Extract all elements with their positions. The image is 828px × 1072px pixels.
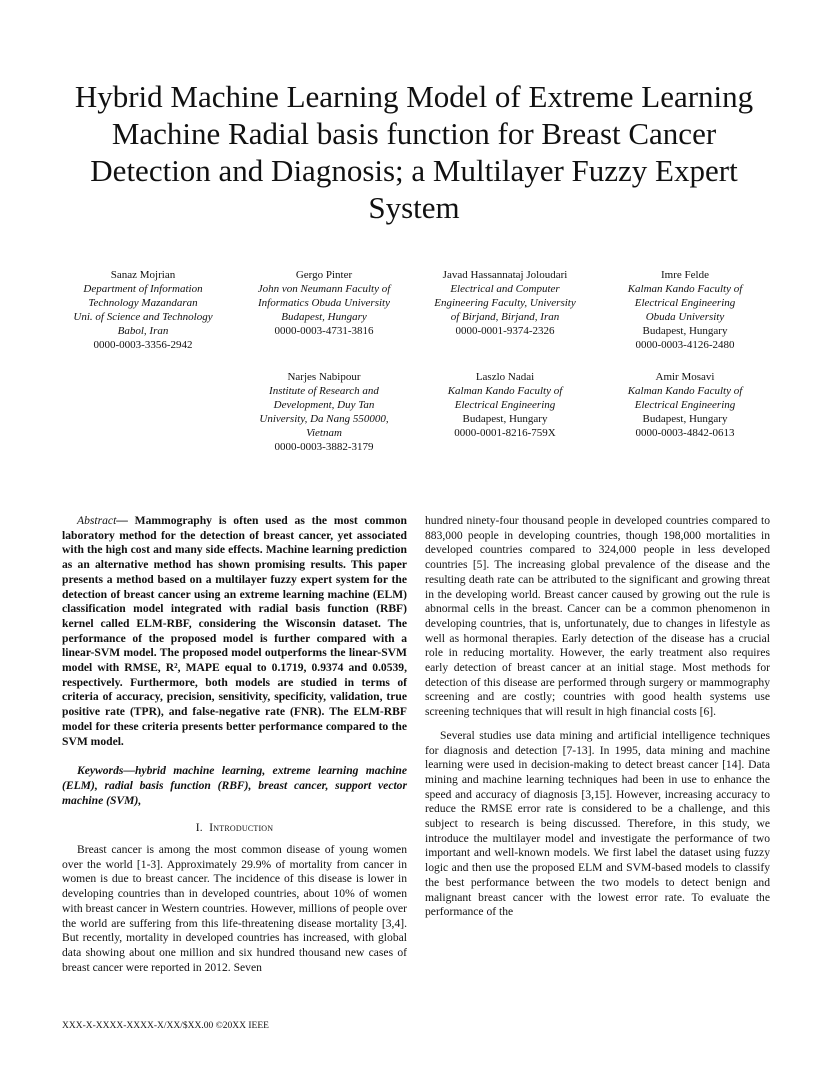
abstract-paragraph [62,514,407,749]
author-affiliation: Electrical Engineering [634,297,736,309]
section-heading [62,820,407,836]
abstract-text: Mammography is often used as the most common laboratory method for the detection of breast cancer, yet associated with the high cost and many side effects. Machine learning prediction as an alternative method has shown promising results. This paper presents a method based on a multilayer fuzzy expert system for the detection of breast cancer using an extreme learning machine (ELM) classification model integrated with radial basis function (RBF) kernel called ELM-RBF, considering the Wisconsin dataset. The performance of the proposed model is further compared with a linear-SVM model. The proposed model outperforms the linear-SVM model with RMSE, R², MAPE equal to 0.1719, 0.9374 and 0.0539, respectively. Furthermore, both models are studied in terms of criteria of accuracy, precision, sensitivity, specificity, validation, true positive rate (TPR), and false-negative rate (FNR). The ELM-RBF model for these criteria presents better performance compared to the SVM model. [62,514,407,748]
author-affiliation: Electrical Engineering [634,399,736,411]
keywords-text: —hybrid machine learning, extreme learning machine (ELM), radial basis function (RBF), breast cancer, support vector machine (SVM), [62,764,407,807]
author-name: Gergo Pinter [295,269,353,281]
abstract-dash: — [116,514,128,527]
author-affiliation: Kalman Kando Faculty of [627,283,743,295]
paper-title: Hybrid Machine Learning Model of Extreme Learning Machine Radial basis function for Breast Cancer Detection and Diagnosis; a Multilayer Fuzzy Expert System [74,79,754,225]
author-name: Amir Mosavi [655,371,715,383]
author-affiliation: Vietnam [306,427,342,439]
author-location: Budapest, Hungary [642,413,728,425]
author-affiliation: Informatics Obuda University [258,297,390,309]
author-affiliation: Babol, Iran [117,325,169,337]
author-orcid: 0000-0001-9374-2326 [455,325,555,337]
author-name: Narjes Nabipour [287,371,361,383]
author-affiliation: Obuda University [645,311,725,323]
keywords-paragraph [62,764,407,808]
author-affiliation: Department of Information [83,283,203,295]
author-affiliation: John von Neumann Faculty of [257,283,391,295]
author-orcid: 0000-0003-4731-3816 [274,325,374,337]
author-block [600,268,770,352]
author-orcid: 0000-0003-3356-2942 [93,339,193,351]
author-affiliation: University, Da Nang 550000, [259,413,389,425]
author-name: Javad Hassannataj Joloudari [442,269,568,281]
author-block [420,370,590,440]
author-orcid: 0000-0003-4126-2480 [635,339,735,351]
author-affiliation: Kalman Kando Faculty of [627,385,743,397]
author-block [600,370,770,440]
author-affiliation: Development, Duy Tan [273,399,375,411]
author-location: Budapest, Hungary [642,325,728,337]
body-paragraph: Several studies use data mining and artificial intelligence techniques for diagnosis and detection [7-13]. In 1995, data mining and machine learning were used in decision-making to detect breast cancer [14]. Data mining and machine learning techniques had been in use to enhance the speed and accuracy of diagnosis [3,15]. However, increasing accuracy to reduce the RMSE error rate is considered to be a challenge, and this subject to research is being discussed. Therefore, in this study, we introduce the multilayer model and investigate the performance of two important and well-known models. We first label the dataset using fuzzy logic and then use the proposed ELM and SVM-based models to classify the best performance between the two models to detect benign and malignant breast cancer with the lowest error rate. To evaluate the performance of the [425,728,770,919]
section-number: I. [195,821,203,835]
author-orcid: 0000-0003-4842-0613 [635,427,735,439]
author-block [239,268,409,338]
author-affiliation: Institute of Research and [269,385,379,397]
author-orcid: 0000-0003-3882-3179 [274,441,374,453]
author-block [239,370,409,454]
body-paragraph: Breast cancer is among the most common disease of young women over the world [1-3]. Approximately 29.9% of mortality from cancer in women is due to breast cancer. The incidence of this disease is lower in developing countries than in developed countries, about 10% of women with breast cancer in Western countries. However, millions of people over the world are suffering from this life-threatening disease mortality [3,4]. But recently, mortality in developed countries has increased, with global data showing about one million and six hundred thousand new cases of breast cancer were reported in 2012. Seven [62,843,407,974]
right-column [425,514,770,920]
author-name: Imre Felde [661,269,709,281]
author-name: Sanaz Mojrian [110,269,176,281]
author-block [58,268,228,352]
author-location: Budapest, Hungary [462,413,548,425]
author-affiliation: of Birjand, Birjand, Iran [450,311,560,323]
author-affiliation: Uni. of Science and Technology [73,311,213,323]
author-affiliation: Electrical and Computer [450,283,560,295]
left-column [62,514,407,975]
author-affiliation: Engineering Faculty, University [434,297,576,309]
copyright-footer: XXX-X-XXXX-XXXX-X/XX/$XX.00 ©20XX IEEE [62,1021,269,1031]
author-affiliation: Electrical Engineering [454,399,556,411]
author-affiliation: Budapest, Hungary [281,311,367,323]
author-name: Laszlo Nadai [475,371,535,383]
author-affiliation: Kalman Kando Faculty of [447,385,563,397]
abstract-label: Abstract [77,514,117,527]
keywords-label: Keywords [77,764,124,778]
author-block [420,268,590,338]
author-orcid: 0000-0001-8216-759X [454,427,556,439]
body-paragraph: hundred ninety-four thousand people in developed countries compared to 883,000 people in developing countries, though 198,000 mortalities in developed countries compared to 324,000 people in less developed countries [5]. The increasing global prevalence of the disease and the resulting death rate can be attributed to the significant and growing threat in the developing world. Breast cancer caused by growing out the rule is abnormal cells in the breast. Cancer can be a common phenomenon in developing countries, that is, unfortunately, due to changes in lifestyle as well as hormonal therapies. Early detection of the disease has a crucial role in reducing mortality. However, the early treatment also requires early detection of breast cancer at an initial stage. Most methods for detection of this disease are performed through surgery or mammography screening and are costly; countries with good health systems use screening techniques that will result in high financial costs [6]. [425,514,770,719]
author-affiliation: Technology Mazandaran [88,297,198,309]
section-title: Introduction [209,820,274,835]
